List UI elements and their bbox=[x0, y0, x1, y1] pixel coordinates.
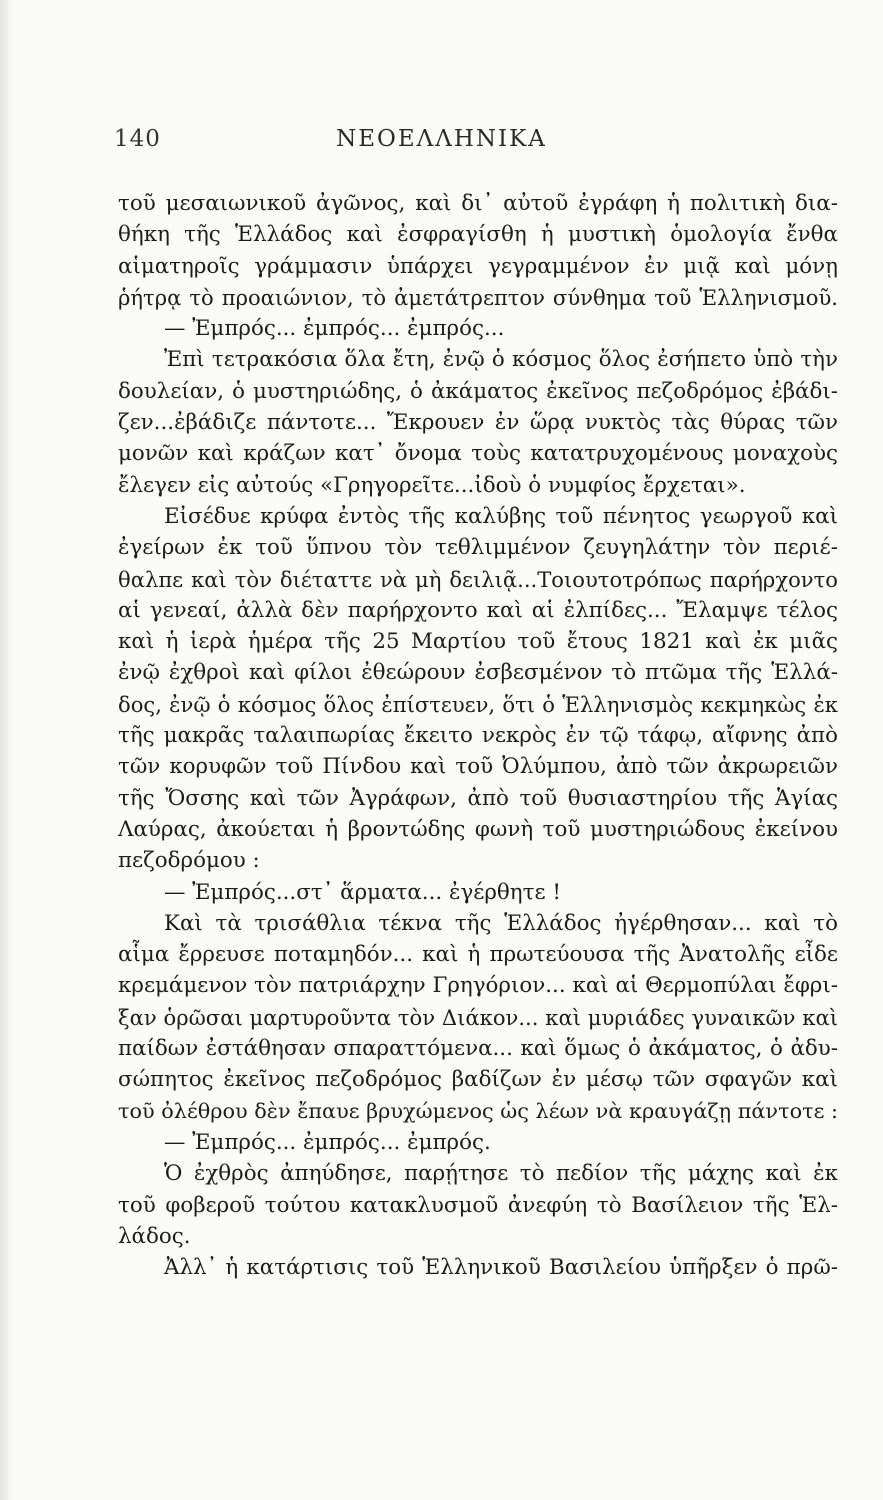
text-line: — Ἐμπρός...στ᾽ ἅρματα... ἐγέρθητε ! bbox=[164, 879, 561, 905]
text-line: δος, ἐνῷ ὁ κόσμος ὅλος ἐπίστευεν, ὅτι ὁ Ἑλληνισμὸς κεκμηκὼς ἐκ bbox=[118, 691, 838, 717]
body-text bbox=[118, 188, 838, 1283]
text-line: καὶ ἡ ἱερὰ ἡμέρα τῆς 25 Μαρτίου τοῦ ἔτους 1821 καὶ ἐκ μιᾶς bbox=[118, 629, 838, 655]
text-line: Λαύρας, ἀκούεται ἡ βροντώδης φωνὴ τοῦ μυστηριώδους ἐκείνου bbox=[118, 816, 838, 842]
running-title: ΝΕΟΕΛΛΗΝΙΚΑ bbox=[336, 126, 547, 152]
text-line: ῥήτρᾳ τὸ προαιώνιον, τὸ ἀμετάτρεπτον σύνθημα τοῦ Ἑλληνισμοῦ. bbox=[118, 284, 838, 310]
page-number: 140 bbox=[114, 126, 161, 152]
text-line: θαλπε καὶ τὸν διέταττε νὰ μὴ δειλιᾷ...Τοιουτοτρόπως παρήρχοντο bbox=[118, 566, 838, 592]
text-line: αἱματηροῖς γράμμασιν ὑπάρχει γεγραμμένον ἐν μιᾷ καὶ μόνῃ bbox=[118, 253, 838, 279]
text-line: τῶν κορυφῶν τοῦ Πίνδου καὶ τοῦ Ὀλύμπου, ἀπὸ τῶν ἀκρωρειῶν bbox=[118, 754, 838, 780]
text-line: ἐνῷ ἐχθροὶ καὶ φίλοι ἐθεώρουν ἐσβεσμένον τὸ πτῶμα τῆς Ἑλλά- bbox=[118, 660, 838, 686]
text-line: ζεν...ἐβάδιζε πάντοτε... Ἔκρουεν ἐν ὥρᾳ νυκτὸς τὰς θύρας τῶν bbox=[118, 410, 838, 436]
text-line: αἱ γενεαί, ἀλλὰ δὲν παρήρχοντο καὶ αἱ ἐλπίδες... Ἔλαμψε τέλος bbox=[118, 597, 838, 623]
text-line: ξαν ὁρῶσαι μαρτυροῦντα τὸν Διάκον... καὶ μυριάδες γυναικῶν καὶ bbox=[118, 1004, 838, 1030]
text-line: παίδων ἐστάθησαν σπαραττόμενα... καὶ ὅμως ὁ ἀκάματος, ὁ ἀδυ- bbox=[118, 1036, 838, 1062]
text-line: μονῶν καὶ κράζων κατ᾽ ὄνομα τοὺς κατατρυχομένους μοναχοὺς bbox=[118, 441, 838, 467]
text-line: τῆς μακρᾶς ταλαιπωρίας ἔκειτο νεκρὸς ἐν τῷ τάφῳ, αἴφνης ἀπὸ bbox=[118, 723, 838, 749]
text-line: κρεμάμενον τὸν πατριάρχην Γρηγόριον... καὶ αἱ Θερμοπύλαι ἔφρι- bbox=[118, 973, 838, 999]
text-line: Ἀλλ᾽ ἡ κατάρτισις τοῦ Ἑλληνικοῦ Βασιλείου ὑπῆρξεν ὁ πρῶ- bbox=[164, 1255, 838, 1281]
text-line: τοῦ φοβεροῦ τούτου κατακλυσμοῦ ἀνεφύη τὸ Βασίλειον τῆς Ἑλ- bbox=[118, 1192, 838, 1218]
page-header bbox=[0, 126, 883, 166]
text-line: τοῦ ὀλέθρου δὲν ἔπαυε βρυχώμενος ὡς λέων νὰ κραυγάζῃ πάντοτε : bbox=[118, 1098, 838, 1123]
text-line: Ὁ ἐχθρὸς ἀπηύδησε, παρῄτησε τὸ πεδίον τῆς μάχης καὶ ἐκ bbox=[164, 1161, 838, 1187]
text-line: Καὶ τὰ τρισάθλια τέκνα τῆς Ἑλλάδος ἠγέρθησαν... καὶ τὸ bbox=[164, 910, 838, 936]
text-line: λάδος. bbox=[118, 1223, 191, 1249]
text-line: — Ἐμπρός... ἐμπρός... ἐμπρός. bbox=[164, 1129, 491, 1155]
page-gutter-shadow bbox=[0, 0, 14, 1500]
text-line: ἔλεγεν εἰς αὐτούς «Γρηγορεῖτε...ἰδοὺ ὁ νυμφίος ἔρχεται». bbox=[118, 472, 746, 498]
text-line: τῆς Ὄσσης καὶ τῶν Ἀγράφων, ἀπὸ τοῦ θυσιαστηρίου τῆς Ἁγίας bbox=[118, 785, 838, 811]
text-line: Εἰσέδυε κρύφα ἐντὸς τῆς καλύβης τοῦ πένητος γεωργοῦ καὶ bbox=[164, 503, 838, 529]
text-line: Ἐπὶ τετρακόσια ὅλα ἔτη, ἐνῷ ὁ κόσμος ὅλος ἐσήπετο ὑπὸ τὴν bbox=[164, 347, 838, 373]
text-line: δουλείαν, ὁ μυστηριώδης, ὁ ἀκάματος ἐκεῖνος πεζοδρόμος ἐβάδι- bbox=[118, 378, 838, 404]
text-line: πεζοδρόμου : bbox=[118, 848, 260, 874]
text-line: — Ἐμπρός... ἐμπρός... ἐμπρός... bbox=[164, 316, 505, 342]
text-line: ἐγείρων ἐκ τοῦ ὕπνου τὸν τεθλιμμένον ζευγηλάτην τὸν περιέ- bbox=[118, 535, 838, 561]
text-line: σώπητος ἐκεῖνος πεζοδρόμος βαδίζων ἐν μέσῳ τῶν σφαγῶν καὶ bbox=[118, 1067, 838, 1093]
text-line: θήκη τῆς Ἑλλάδος καὶ ἐσφραγίσθη ἡ μυστικὴ ὁμολογία ἔνθα bbox=[118, 222, 838, 248]
text-line: αἷμα ἔρρευσε ποταμηδόν... καὶ ἡ πρωτεύουσα τῆς Ἀνατολῆς εἶδε bbox=[118, 942, 838, 968]
text-line: τοῦ μεσαιωνικοῦ ἀγῶνος, καὶ δι᾽ αὐτοῦ ἐγράφη ἡ πολιτικὴ δια- bbox=[118, 191, 838, 216]
